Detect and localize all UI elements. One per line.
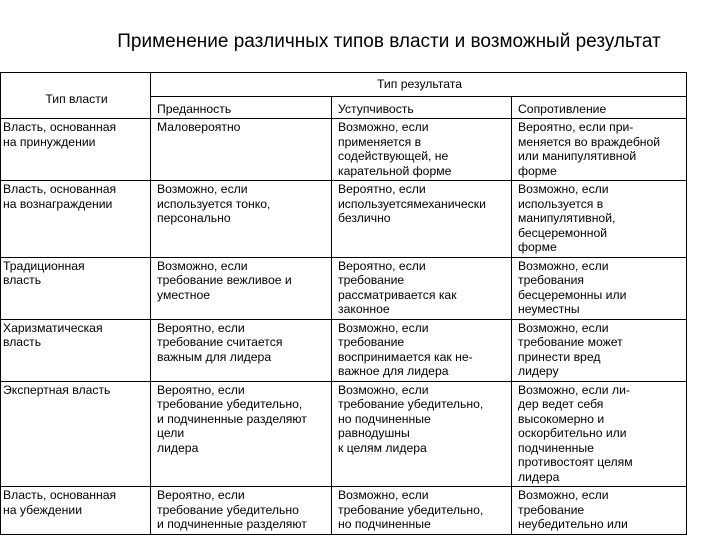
page-title: Применение различных типов власти и возможный результат [117, 31, 661, 52]
row-header: Власть, основанная на убеждении [1, 487, 151, 535]
header-result-type: Тип результата [151, 73, 687, 97]
row-header: Экспертная власть [1, 381, 151, 487]
table-cell: Возможно, если применяется в содействующей, не карательной форме [332, 119, 512, 181]
power-results-table [0, 72, 687, 535]
table-cell: Возможно, если используется в манипулятивной, бесцеремонной форме [512, 181, 687, 258]
row-header: Власть, основанная на вознаграждении [1, 181, 151, 258]
column-header-loyalty: Преданность [151, 97, 332, 119]
row-header: Традиционная власть [1, 257, 151, 319]
table-cell: Маловероятно [151, 119, 332, 181]
table-row [1, 381, 687, 487]
column-header-resistance: Сопротивление [512, 97, 687, 119]
row-header: Харизматическая власть [1, 319, 151, 381]
table-cell: Вероятно, если требование убедительно, и подчиненные разделяют цели лидера [151, 381, 332, 487]
table-cell: Возможно, если требование убедительно, но подчиненные равнодушны к целям лидера [332, 381, 512, 487]
table-row [1, 487, 687, 535]
table-row [1, 319, 687, 381]
table-cell: Возможно, если требование воспринимается как не- важное для лидера [332, 319, 512, 381]
header-power-type: Тип власти [1, 73, 151, 119]
table-row [1, 181, 687, 258]
table-cell: Возможно, если требования бесцеремонны или неуместны [512, 257, 687, 319]
table-cell: Вероятно, если используетсямеханически безлично [332, 181, 512, 258]
table-cell: Вероятно, если требование убедительно и подчиненные разделяют [151, 487, 332, 535]
table-cell: Вероятно, если требование считается важным для лидера [151, 319, 332, 381]
row-header: Власть, основанная на принуждении [1, 119, 151, 181]
table-cell: Возможно, если используется тонко, персонально [151, 181, 332, 258]
table-cell: Вероятно, если при- меняется во враждебной или манипулятивной форме [512, 119, 687, 181]
table-cell: Возможно, если требование может принести вред лидеру [512, 319, 687, 381]
table-cell: Возможно, если требование убедительно, но подчиненные [332, 487, 512, 535]
table-cell: Возможно, если требование вежливое и уместное [151, 257, 332, 319]
column-header-compliance: Уступчивость [332, 97, 512, 119]
table-cell: Возможно, если ли- дер ведет себя высокомерно и оскорбительно или подчиненные противостоят целям лидера [512, 381, 687, 487]
table-cell: Возможно, если требование неубедительно или [512, 487, 687, 535]
table-cell: Вероятно, если требование рассматривается как законное [332, 257, 512, 319]
table-row [1, 257, 687, 319]
table-row [1, 119, 687, 181]
